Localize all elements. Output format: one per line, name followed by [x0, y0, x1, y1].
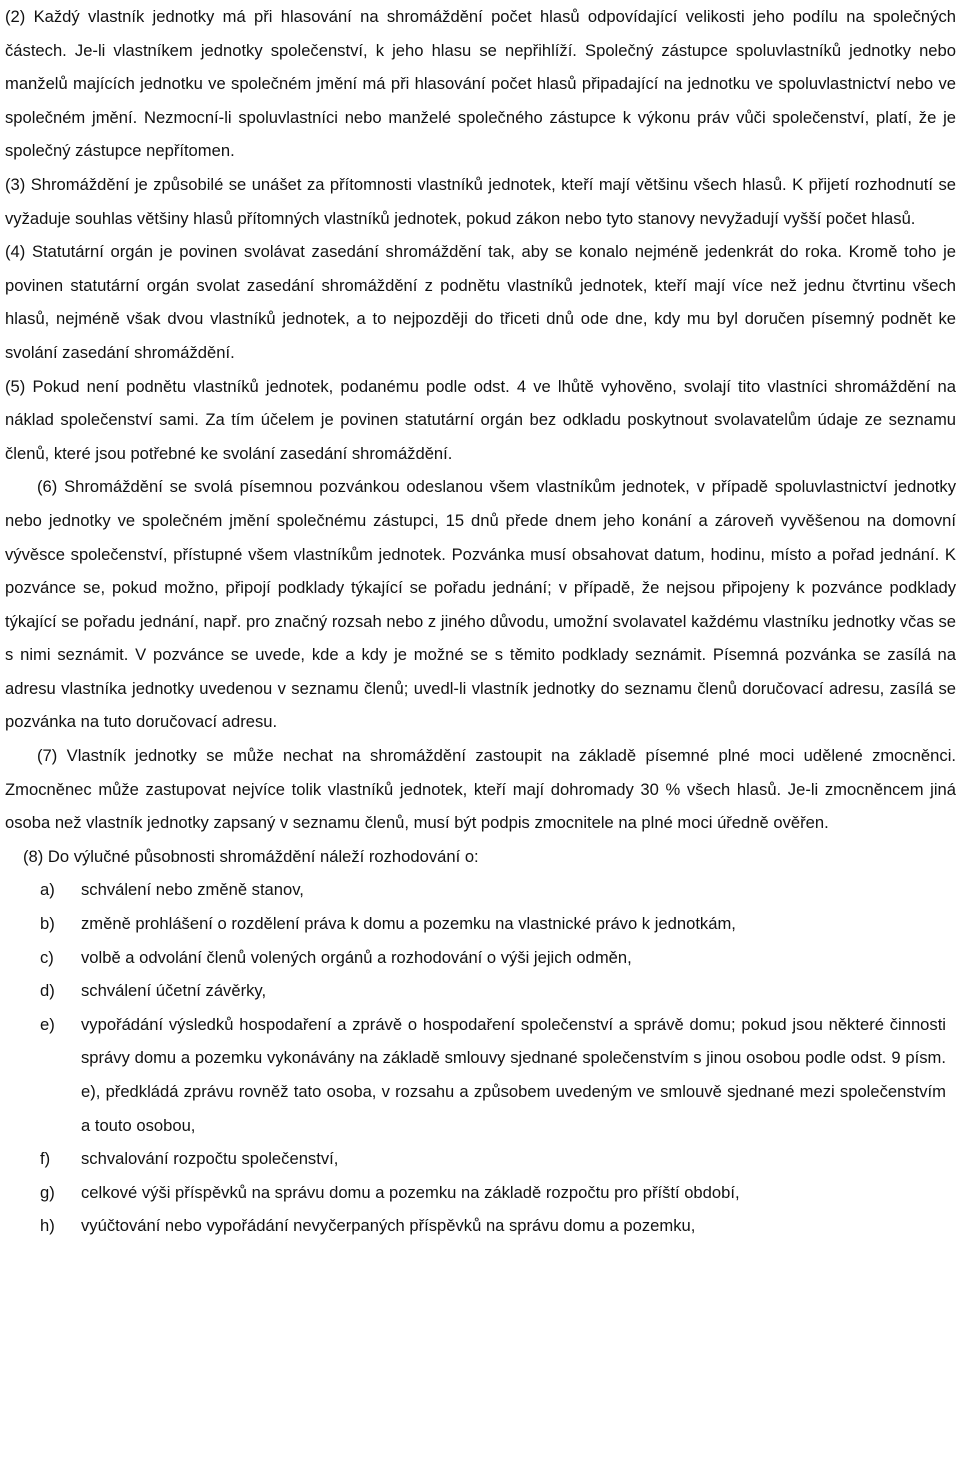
list-item-letter: c) [40, 947, 54, 967]
paragraph-6: (6) Shromáždění se svolá písemnou pozvánkou odeslanou všem vlastníkům jednotek, v případě spoluvlastnictví jednotky nebo jednotky ve společném jmění společnému zástupci, 15 dnů přede dnem jeho konání a zároveň vyvěšenou na domovní vývěsce společenství, přístupné všem vlastníkům jednotek. Pozvánka musí obsahovat datum, hodinu, místo a pořad jednání. K pozvánce se, pokud možno, připojí podklady týkající se pořadu jednání; v případě, že nejsou připojeny k pozvánce podklady týkající se pořadu jednání, např. pro značný rozsah nebo z jiného důvodu, umožní svolavatel každému vlastníku jednotky včas se s nimi seznámit. V pozvánce se uvede, kde a kdy je možné se s těmito podklady seznámit. Písemná pozvánka se zasílá na adresu vlastníka jednotky uvedenou v seznamu členů; uvedl-li vlastník jednotky do seznamu členů doručovací adresu, zasílá se pozvánka na tuto doručovací adresu. [5, 477, 956, 732]
paragraph-7: (7) Vlastník jednotky se může nechat na shromáždění zastoupit na základě písemné plné moci udělené zmocněnci. Zmocněnec může zastupovat nejvíce tolik vlastníků jednotek, kteří mají dohromady 30 % všech hlasů. Je-li zmocněncem jiná osoba než vlastník jednotky zapsaný v seznamu členů, musí být podpis zmocnitele na plné moci úředně ověřen. [5, 746, 956, 833]
list-item-letter: a) [40, 880, 55, 900]
paragraph-2: (2) Každý vlastník jednotky má při hlasování na shromáždění počet hlasů odpovídající velikosti jeho podílu na společných částech. Je-li vlastníkem jednotky společenství, k jeho hlasu se nepřihlíží. Společný zástupce spoluvlastníků jednotky nebo manželů majících jednotku ve společném jmění má při hlasování počet hlasů připadající na jednotku ve spoluvlastnictví nebo ve společném jmění. Nezmocní-li spoluvlastníci nebo manželé společného zástupce k výkonu práv vůči společenství, platí, že je společný zástupce nepřítomen. [5, 7, 956, 161]
paragraph-8-intro: (8) Do výlučné působnosti shromáždění náleží rozhodování o: [23, 846, 479, 866]
list-item [5, 1176, 956, 1210]
list-item-letter: b) [40, 914, 55, 934]
powers-list [5, 873, 956, 1243]
list-item [5, 974, 956, 1008]
paragraph-4: (4) Statutární orgán je povinen svolávat zasedání shromáždění tak, aby se konalo nejméně jedenkrát do roka. Kromě toho je povinen statutární orgán svolat zasedání shromáždění z podnětu vlastníků jednotek, kteří mají více než jednu čtvrtinu všech hlasů, nejméně však dvou vlastníků jednotek, a to nejpozději do třiceti dnů ode dne, kdy mu byl doručen písemný podnět ke svolání zasedání shromáždění. [5, 242, 956, 362]
list-item [5, 941, 956, 975]
list-item-text: vypořádání výsledků hospodaření a zprávě o hospodaření společenství a správě domu; pokud jsou některé činnosti správy domu a pozemku vykonávány na základě smlouvy sjednané společenstvím s jinou osobou podle odst. 9 písm. e), předkládá zprávu rovněž tato osoba, v rozsahu a způsobem uvedeným ve smlouvě sjednané mezi společenstvím a touto osobou, [81, 1014, 946, 1135]
list-item [5, 907, 956, 941]
list-item-letter: f) [40, 1149, 51, 1169]
list-item-letter: e) [40, 1014, 55, 1034]
list-item-letter: g) [40, 1182, 55, 1202]
list-item-text: volbě a odvolání členů volených orgánů a rozhodování o výši jejich odměn, [81, 947, 632, 967]
paragraph-3: (3) Shromáždění je způsobilé se unášet za přítomnosti vlastníků jednotek, kteří mají většinu všech hlasů. K přijetí rozhodnutí se vyžaduje souhlas většiny hlasů přítomných vlastníků jednotek, pokud zákon nebo tyto stanovy nevyžadují vyšší počet hlasů. [5, 174, 956, 228]
list-item-text: schvalování rozpočtu společenství, [81, 1149, 339, 1169]
list-item [5, 1142, 956, 1176]
list-item-text: změně prohlášení o rozdělení práva k domu a pozemku na vlastnické právo k jednotkám, [81, 914, 736, 934]
list-item [5, 873, 956, 907]
list-item-text: celkové výši příspěvků na správu domu a pozemku na základě rozpočtu pro příští období, [81, 1182, 740, 1202]
list-item-text: schválení účetní závěrky, [81, 981, 267, 1001]
list-item [5, 1008, 956, 1142]
list-item-letter: h) [40, 1216, 55, 1236]
list-item-letter: d) [40, 981, 55, 1001]
paragraph-5: (5) Pokud není podnětu vlastníků jednotek, podanému podle odst. 4 ve lhůtě vyhověno, svolají tito vlastníci shromáždění na náklad společenství sami. Za tím účelem je povinen statutární orgán bez odkladu poskytnout svolavatelům údaje ze seznamu členů, které jsou potřebné ke svolání zasedání shromáždění. [5, 376, 956, 463]
list-item-text: schválení nebo změně stanov, [81, 880, 304, 900]
list-item-text: vyúčtování nebo vypořádání nevyčerpaných příspěvků na správu domu a pozemku, [81, 1216, 696, 1236]
list-item [5, 1209, 956, 1243]
